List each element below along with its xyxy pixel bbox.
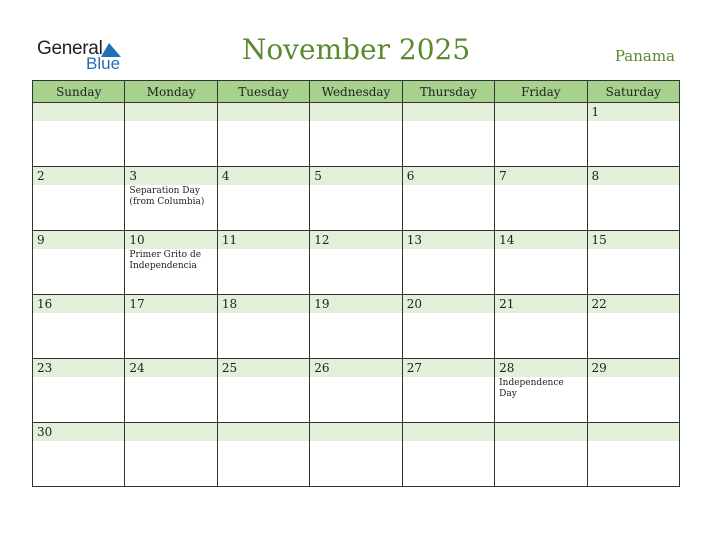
weekday-header: Sunday <box>33 81 125 103</box>
weekday-header: Thursday <box>402 81 494 103</box>
day-cell <box>125 295 217 359</box>
day-cell <box>495 295 587 359</box>
day-cell <box>310 103 402 167</box>
holiday-label: Primer Grito de Independencia <box>129 250 202 271</box>
holiday-label <box>310 377 401 378</box>
holiday-label <box>33 249 124 250</box>
day-number: 17 <box>125 295 216 313</box>
logo-word-general: General <box>37 38 103 59</box>
holiday-label <box>33 121 124 122</box>
day-cell <box>33 167 125 231</box>
day-cell <box>310 167 402 231</box>
week-row <box>33 231 680 295</box>
day-number <box>218 423 309 441</box>
day-number: 5 <box>310 167 401 185</box>
weekday-header: Tuesday <box>217 81 309 103</box>
day-cell <box>33 231 125 295</box>
day-cell <box>217 359 309 423</box>
day-cell <box>402 231 494 295</box>
day-cell <box>587 295 679 359</box>
holiday-label <box>403 249 494 250</box>
week-row <box>33 359 680 423</box>
day-cell <box>217 423 309 487</box>
day-number: 16 <box>33 295 124 313</box>
day-cell <box>33 359 125 423</box>
day-cell <box>217 295 309 359</box>
day-number <box>495 423 586 441</box>
day-cell <box>495 167 587 231</box>
holiday-label <box>403 441 494 442</box>
day-number: 4 <box>218 167 309 185</box>
day-cell <box>310 231 402 295</box>
week-row <box>33 295 680 359</box>
holiday-label <box>310 249 401 250</box>
day-cell <box>33 423 125 487</box>
holiday-label <box>495 313 586 314</box>
day-number: 11 <box>218 231 309 249</box>
day-number <box>403 103 494 121</box>
day-cell <box>402 167 494 231</box>
day-number <box>125 423 216 441</box>
holiday-label <box>588 441 679 442</box>
holiday-label <box>403 313 494 314</box>
week-row <box>33 103 680 167</box>
day-number: 10 <box>125 231 216 249</box>
day-cell <box>33 103 125 167</box>
day-number: 28 <box>495 359 586 377</box>
day-cell <box>217 103 309 167</box>
holiday-label <box>403 121 494 122</box>
holiday-label <box>218 185 309 186</box>
holiday-label <box>33 441 124 442</box>
holiday-label <box>33 185 124 186</box>
holiday-label <box>218 441 309 442</box>
day-number: 8 <box>588 167 679 185</box>
day-number: 30 <box>33 423 124 441</box>
day-cell <box>217 167 309 231</box>
holiday-label <box>125 313 216 314</box>
holiday-label <box>33 313 124 314</box>
day-cell <box>33 295 125 359</box>
day-number: 12 <box>310 231 401 249</box>
holiday-label <box>588 313 679 314</box>
day-number: 25 <box>218 359 309 377</box>
day-number: 3 <box>125 167 216 185</box>
holiday-label <box>218 121 309 122</box>
holiday-label <box>310 313 401 314</box>
holiday-label <box>588 249 679 250</box>
day-number: 21 <box>495 295 586 313</box>
holiday-label <box>125 441 216 442</box>
day-number <box>495 103 586 121</box>
day-cell <box>587 359 679 423</box>
holiday-label <box>495 185 586 186</box>
holiday-label: Independence Day <box>499 378 564 399</box>
day-cell <box>125 423 217 487</box>
week-row <box>33 423 680 487</box>
holiday-label <box>403 377 494 378</box>
day-number: 13 <box>403 231 494 249</box>
day-cell <box>125 359 217 423</box>
day-cell <box>402 103 494 167</box>
day-cell <box>495 359 587 423</box>
day-cell <box>125 103 217 167</box>
day-cell <box>402 423 494 487</box>
holiday-label <box>33 377 124 378</box>
day-cell <box>402 295 494 359</box>
holiday-label <box>218 377 309 378</box>
day-cell <box>310 359 402 423</box>
day-number: 15 <box>588 231 679 249</box>
day-number: 6 <box>403 167 494 185</box>
day-number: 29 <box>588 359 679 377</box>
day-number <box>218 103 309 121</box>
holiday-label <box>218 249 309 250</box>
day-cell <box>495 231 587 295</box>
day-number: 20 <box>403 295 494 313</box>
day-number: 27 <box>403 359 494 377</box>
holiday-label <box>588 121 679 122</box>
holiday-label <box>403 185 494 186</box>
day-cell <box>587 231 679 295</box>
day-number: 1 <box>588 103 679 121</box>
week-row <box>33 167 680 231</box>
day-number <box>310 103 401 121</box>
holiday-label <box>310 185 401 186</box>
day-cell <box>587 103 679 167</box>
holiday-label <box>218 313 309 314</box>
day-number: 23 <box>33 359 124 377</box>
day-number: 9 <box>33 231 124 249</box>
weekday-header: Wednesday <box>310 81 402 103</box>
holiday-label: Separation Day (from Columbia) <box>129 186 205 207</box>
day-number: 19 <box>310 295 401 313</box>
day-number <box>403 423 494 441</box>
day-number: 24 <box>125 359 216 377</box>
holiday-label <box>125 377 216 378</box>
weekday-header-row <box>33 81 680 103</box>
day-cell <box>587 423 679 487</box>
day-number: 14 <box>495 231 586 249</box>
holiday-label <box>310 441 401 442</box>
day-number: 22 <box>588 295 679 313</box>
holiday-label <box>310 121 401 122</box>
weekday-header: Saturday <box>587 81 679 103</box>
day-cell <box>495 423 587 487</box>
day-number: 2 <box>33 167 124 185</box>
day-cell <box>310 423 402 487</box>
page-title: November 2025 <box>241 33 471 66</box>
day-cell <box>217 231 309 295</box>
logo-word-blue: Blue <box>86 54 121 73</box>
holiday-label <box>495 121 586 122</box>
day-number: 18 <box>218 295 309 313</box>
day-cell <box>587 167 679 231</box>
calendar-grid <box>32 80 680 487</box>
day-number <box>310 423 401 441</box>
day-number <box>588 423 679 441</box>
day-cell <box>125 231 217 295</box>
holiday-label <box>495 249 586 250</box>
day-cell <box>310 295 402 359</box>
day-cell <box>402 359 494 423</box>
logo <box>37 38 127 74</box>
day-cell <box>125 167 217 231</box>
day-cell <box>495 103 587 167</box>
holiday-label <box>588 377 679 378</box>
day-number <box>125 103 216 121</box>
holiday-label <box>125 121 216 122</box>
weekday-header: Friday <box>495 81 587 103</box>
day-number <box>33 103 124 121</box>
day-number: 26 <box>310 359 401 377</box>
weekday-header: Monday <box>125 81 217 103</box>
holiday-label <box>495 441 586 442</box>
holiday-label <box>588 185 679 186</box>
day-number: 7 <box>495 167 586 185</box>
country-label: Panama <box>614 47 675 65</box>
